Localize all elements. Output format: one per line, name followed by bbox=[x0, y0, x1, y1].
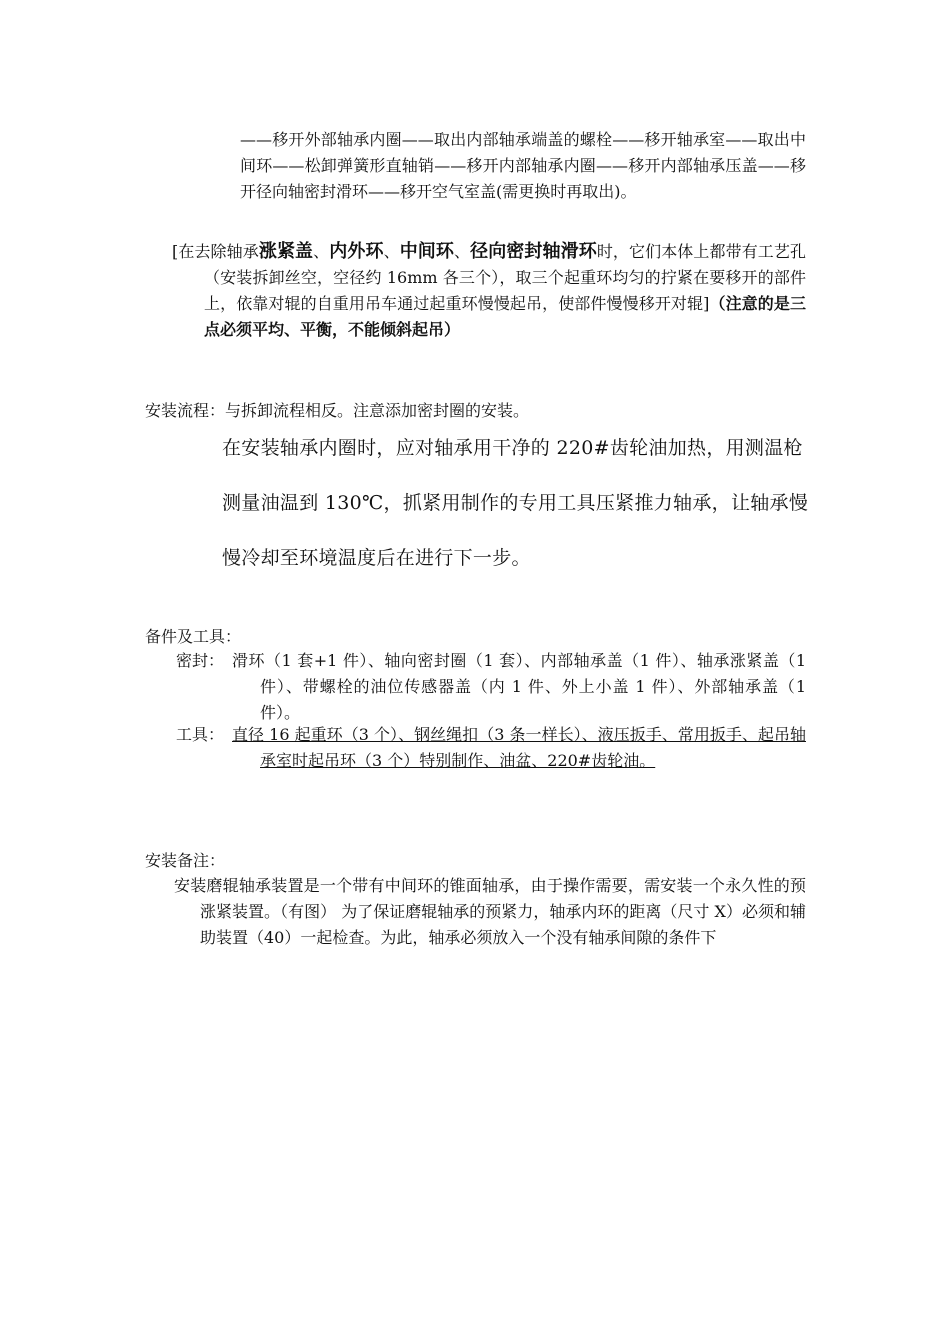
note-separator: 、 bbox=[313, 242, 330, 261]
install-flow-detail: 在安装轴承内圈时，应对轴承用干净的 220#齿轮油加热，用测温枪测量油温到 130℃，抓紧用制作的专用工具压紧推力轴承，让轴承慢慢冷却至环境温度后在进行下一步。 bbox=[222, 437, 809, 569]
note-part-3: 中间环 bbox=[399, 241, 454, 262]
note-part-1: 涨紧盖 bbox=[258, 241, 314, 262]
note-part-4: 径向密封轴滑环 bbox=[470, 241, 597, 262]
note-middle: 时，它们本体上都带有工艺孔（安装拆卸丝空，空径约 16mm 各三个），取三个起重环均匀的拧紧在要移开的部件上，依靠对辊的自重用吊车通过起重环慢慢起吊，使部件慢慢移开对辊] bbox=[204, 242, 807, 313]
seals-label: 密封： bbox=[176, 651, 225, 670]
seals-text: 滑环（1 套+1 件）、轴向密封圈（1 套）、内部轴承盖（1 件）、轴承涨紧盖（1 件）、带螺栓的油位传感器盖（内 1 件、外上小盖 1 件）、外部轴承盖（1 件）。 bbox=[232, 651, 806, 722]
note-separator: 、 bbox=[454, 242, 471, 261]
tools-label: 工具： bbox=[176, 725, 225, 744]
removal-steps: ——移开外部轴承内圈——取出内部轴承端盖的螺栓——移开轴承室——取出中间环——松卸弹簧形直轴销——移开内部轴承内圈——移开内部轴承压盖——移开径向轴密封滑环——移开空气室盖(需更换时再取出)。 bbox=[240, 130, 806, 201]
note-warning: （注意的是三点必须平均、平衡，不能倾斜起吊） bbox=[204, 294, 806, 339]
note-part-2: 内外环 bbox=[329, 241, 384, 262]
note-separator: 、 bbox=[383, 242, 400, 261]
tools-text: 直径 16 起重环（3 个）、钢丝绳扣（3 条一样长）、液压扳手、常用扳手、起吊轴承室时起吊环（3 个）特别制作、油盆、220#齿轮油。 bbox=[232, 725, 806, 770]
install-flow-line: 安装流程：与拆卸流程相反。注意添加密封圈的安装。 bbox=[145, 401, 530, 420]
install-notes-text: 安装磨辊轴承装置是一个带有中间环的锥面轴承，由于操作需要，需安装一个永久性的预涨紧装置。（有图） 为了保证磨辊轴承的预紧力，轴承内环的距离（尺寸 X）必须和辅助装置（40）一起检查。为此，轴承必须放入一个没有轴承间隙的条件下 bbox=[174, 876, 806, 947]
parts-tools-heading: 备件及工具： bbox=[145, 627, 242, 646]
note-prefix: [在去除轴承 bbox=[172, 242, 259, 261]
install-notes-heading: 安装备注： bbox=[145, 851, 226, 870]
disassembly-note bbox=[172, 239, 807, 343]
